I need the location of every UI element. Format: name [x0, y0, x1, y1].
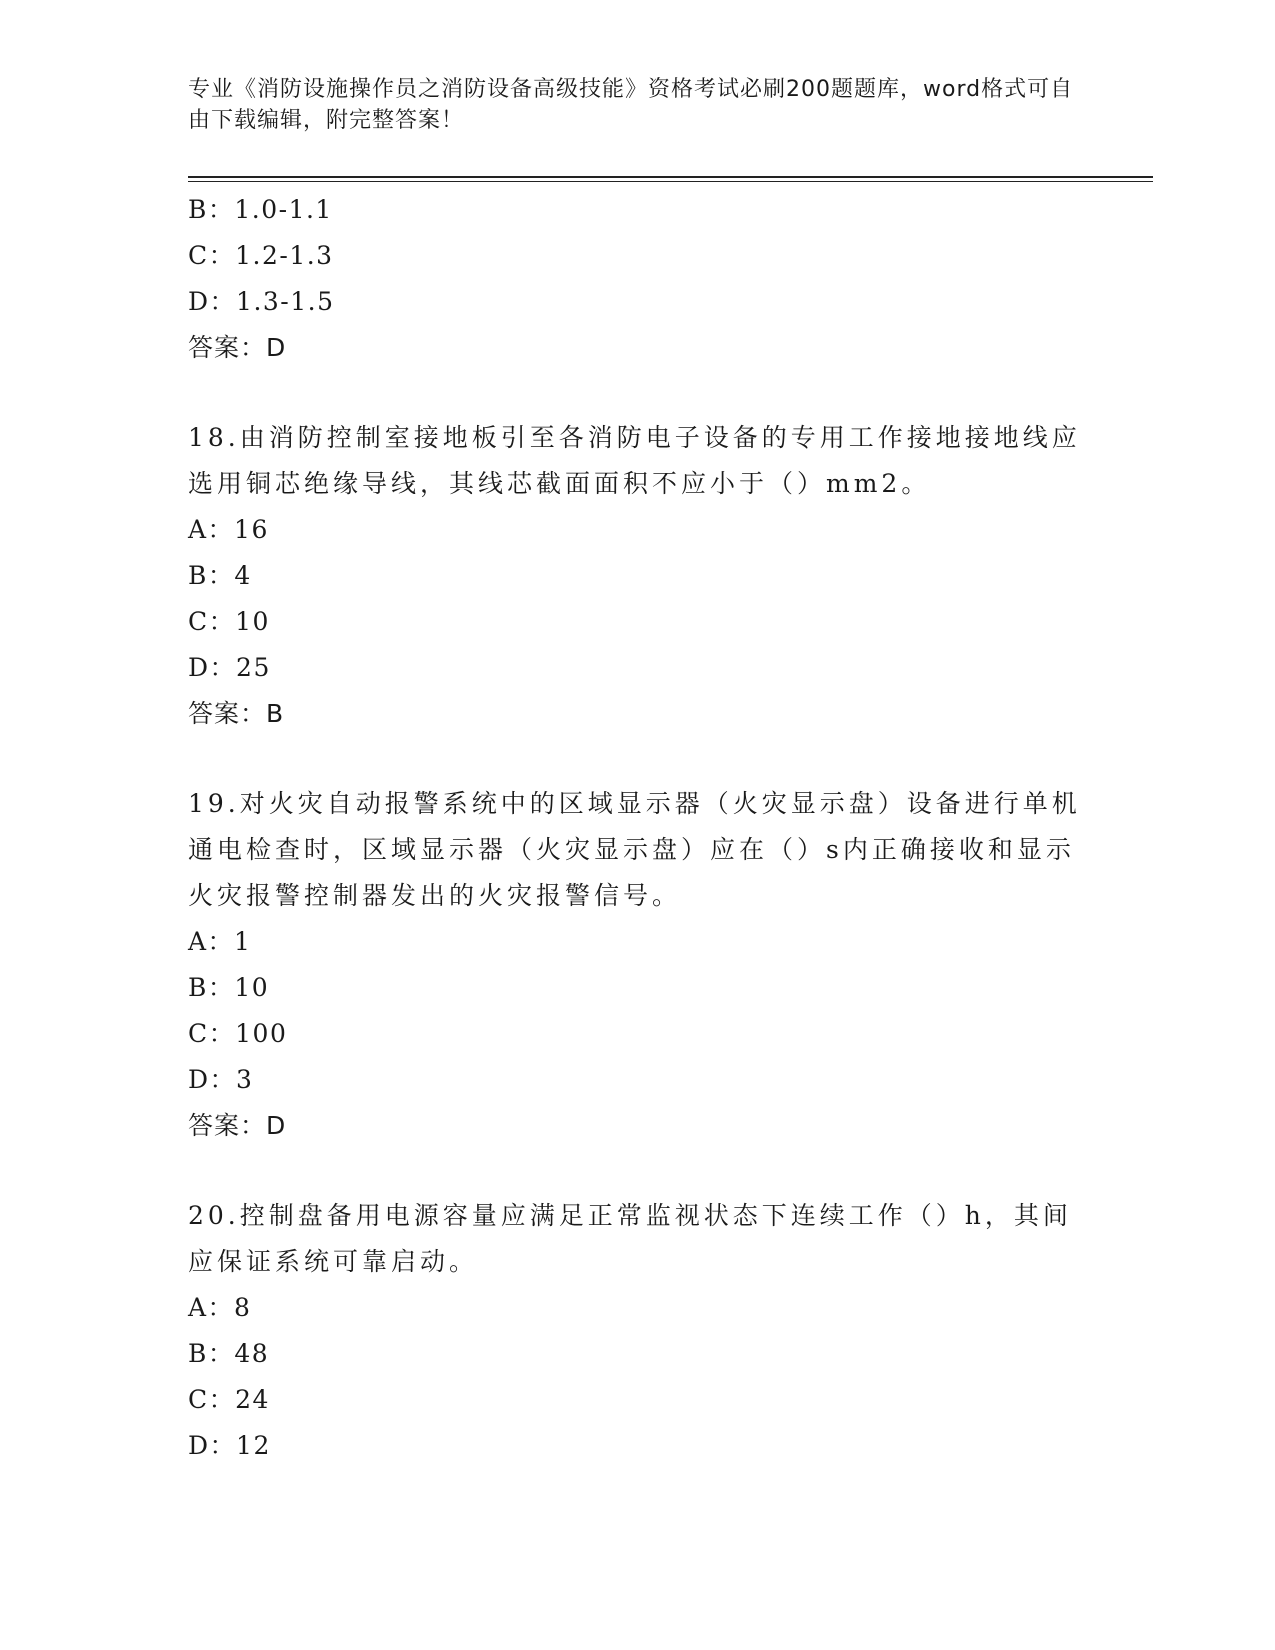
question-text-line: 20.控制盘备用电源容量应满足正常监视状态下连续工作（）h，其间	[188, 1201, 1072, 1230]
question-content	[188, 187, 1088, 1469]
question-20	[188, 1193, 1088, 1469]
question-text-line: 通电检查时，区域显示器（火灾显示盘）应在（）s内正确接收和显示	[188, 835, 1075, 864]
option-a: A：8	[188, 1293, 252, 1322]
spacer	[188, 1149, 1088, 1193]
page-header: 专业《消防设施操作员之消防设备高级技能》资格考试必刷200题题库，word格式可自由下载编辑，附完整答案！	[188, 77, 1074, 133]
option-b: B：10	[188, 973, 270, 1002]
option-d: D：25	[188, 653, 271, 682]
spacer	[188, 371, 1088, 415]
option-a: A：1	[188, 927, 252, 956]
answer-line: 答案：D	[188, 333, 287, 362]
question-19	[188, 781, 1088, 1149]
question-text-line: 选用铜芯绝缘导线，其线芯截面面积不应小于（）mm2。	[188, 469, 931, 498]
option-d: D：3	[188, 1065, 254, 1094]
option-a: A：16	[188, 515, 269, 544]
option-b: B：48	[188, 1339, 270, 1368]
question-18	[188, 415, 1088, 737]
option-c: C：10	[188, 607, 270, 636]
question-text-line: 火灾报警控制器发出的火灾报警信号。	[188, 881, 682, 910]
option-c: C：1.2-1.3	[188, 241, 334, 270]
question-text-line: 应保证系统可靠启动。	[188, 1247, 479, 1276]
question-17-continued	[188, 187, 1088, 371]
answer-line: 答案：B	[188, 699, 285, 728]
option-b: B：1.0-1.1	[188, 195, 333, 224]
question-text-line: 19.对火灾自动报警系统中的区域显示器（火灾显示盘）设备进行单机	[188, 789, 1081, 818]
option-c: C：100	[188, 1019, 288, 1048]
header-divider	[188, 176, 1153, 178]
answer-line: 答案：D	[188, 1111, 287, 1140]
option-d: D：1.3-1.5	[188, 287, 335, 316]
option-c: C：24	[188, 1385, 270, 1414]
option-d: D：12	[188, 1431, 271, 1460]
spacer	[188, 737, 1088, 781]
header-divider-thin	[188, 181, 1153, 182]
question-text-line: 18.由消防控制室接地板引至各消防电子设备的专用工作接地接地线应	[188, 423, 1081, 452]
option-b: B：4	[188, 561, 252, 590]
